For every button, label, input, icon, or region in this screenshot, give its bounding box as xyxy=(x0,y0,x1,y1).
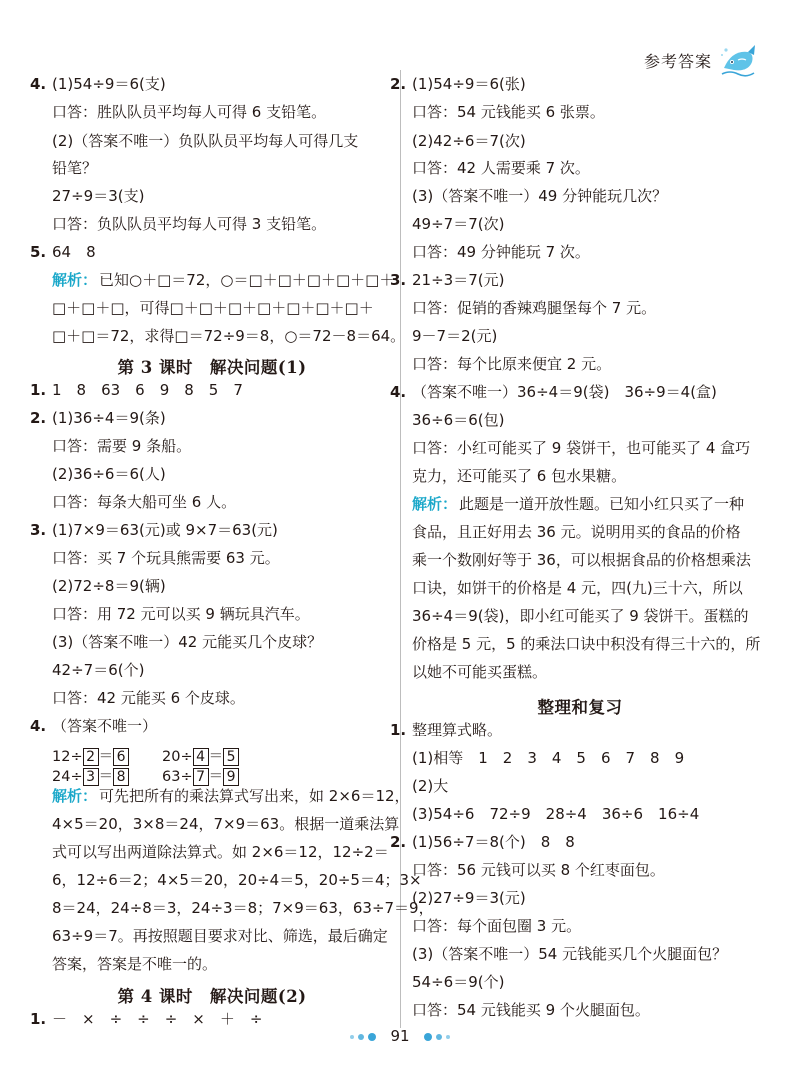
line-text: (2)27÷9＝3(元) xyxy=(412,889,526,907)
line-text: 已知○＋□＝72，○＝□＋□＋□＋□＋□＋ xyxy=(99,271,395,289)
question-number: 2. xyxy=(30,409,47,427)
section-title: 整理和复习 xyxy=(537,698,623,717)
equals-sign: ＝ xyxy=(98,769,114,785)
line-text: 4×5＝20，3×8＝24，7×9＝63。根据一道乘法算 xyxy=(52,815,400,833)
line-text: (1)54÷9＝6(支) xyxy=(52,75,166,93)
answer-line xyxy=(412,997,650,1023)
answer-line xyxy=(412,295,656,321)
question-number: 1. xyxy=(30,1010,47,1028)
line-text: (1)54÷9＝6(张) xyxy=(412,75,526,93)
line-text: (2)大 xyxy=(412,777,449,795)
question-line xyxy=(390,267,505,293)
question-number: 5. xyxy=(30,243,47,261)
line-text: 口答：需要 9 条船。 xyxy=(52,437,192,455)
equation-divisor-box: 2 xyxy=(83,748,99,766)
question-line xyxy=(30,517,278,543)
answer-line xyxy=(412,463,626,489)
equation-quotient-box: 8 xyxy=(113,768,129,786)
line-text: (1)相等 1 2 3 4 5 6 7 8 9 xyxy=(412,749,685,767)
line-text: 49÷7＝7(次) xyxy=(412,215,505,233)
answer-line xyxy=(52,685,245,711)
line-text: 口答：56 元钱可以买 8 个红枣面包。 xyxy=(412,861,665,879)
line-text: 54÷6＝9(个) xyxy=(412,973,505,991)
analysis-label: 解析： xyxy=(412,495,458,513)
equals-sign: ＝ xyxy=(98,749,114,765)
answer-line xyxy=(52,601,310,627)
analysis-line xyxy=(52,267,394,293)
line-text: 口诀，如饼干的价格是 4 元，四(九)三十六，所以 xyxy=(412,579,743,597)
answer-line xyxy=(412,801,699,827)
line-text: (3)（答案不唯一）42 元能买几个皮球？ xyxy=(52,633,323,651)
line-text: 口答：小红可能买了 9 袋饼干，也可能买了 4 盒巧 xyxy=(412,439,751,457)
answer-line xyxy=(52,155,97,181)
answer-line xyxy=(52,573,166,599)
line-text: (1)7×9＝63(元)或 9×7＝63(元) xyxy=(52,521,278,539)
line-text: (3)（答案不唯一）49 分钟能玩几次？ xyxy=(412,187,668,205)
equation-quotient-box: 5 xyxy=(223,748,239,766)
line-text: (2)72÷8＝9(辆) xyxy=(52,577,166,595)
line-text: (3)54÷6 72÷9 28÷4 36÷6 16÷4 xyxy=(412,805,700,823)
answer-line xyxy=(52,433,191,459)
answer-line xyxy=(412,941,727,967)
boxed-equation xyxy=(162,765,239,786)
line-text: 可先把所有的乘法算式写出来，如 2×6＝12， xyxy=(99,787,410,805)
line-text: 铅笔？ xyxy=(52,159,98,177)
answer-line xyxy=(412,407,504,433)
question-line xyxy=(390,379,717,405)
answer-line xyxy=(52,461,166,487)
line-text: (1)56÷7＝8(个) 8 8 xyxy=(412,833,575,851)
equation-quotient-box: 6 xyxy=(113,748,129,766)
answer-line xyxy=(412,239,590,265)
answer-line xyxy=(52,867,422,893)
answer-line xyxy=(412,659,547,685)
line-text: － × ÷ ÷ ÷ × ＋ ÷ xyxy=(52,1010,263,1028)
answer-line xyxy=(412,183,667,209)
answer-line xyxy=(412,519,741,545)
section-title: 第 3 课时 解决问题(1) xyxy=(117,358,307,377)
line-text: 口答：用 72 元可以买 9 辆玩具汽车。 xyxy=(52,605,310,623)
line-text: 整理算式略。 xyxy=(412,721,503,739)
line-text: 口答：胜队队员平均每人可得 6 支铅笔。 xyxy=(52,103,327,121)
equation-dividend: 63÷ xyxy=(162,769,193,785)
line-text: 口答：每个面包圈 3 元。 xyxy=(412,917,582,935)
answer-line xyxy=(52,629,322,655)
line-text: 乘一个数刚好等于 36，可以根据食品的价格想乘法 xyxy=(412,551,751,569)
page-footer xyxy=(0,1027,800,1045)
line-text: 此题是一道开放性题。已知小红只买了一种 xyxy=(459,495,745,513)
answer-line xyxy=(412,745,684,771)
line-text: (2)（答案不唯一）负队队员平均每人可得几支 xyxy=(52,132,359,150)
answer-line xyxy=(412,128,526,154)
question-line xyxy=(390,71,526,97)
question-line xyxy=(390,829,575,855)
line-text: 口答：负队队员平均每人可得 3 支铅笔。 xyxy=(52,215,327,233)
answer-line xyxy=(52,323,405,349)
line-text: 36÷4＝9(袋)，即小红可能买了 9 袋饼干。蛋糕的 xyxy=(412,607,749,625)
answer-line xyxy=(412,435,750,461)
page-header xyxy=(644,40,758,80)
answer-line xyxy=(412,603,749,629)
question-number: 4. xyxy=(30,75,47,93)
question-number: 2. xyxy=(390,833,407,851)
answer-line xyxy=(52,951,217,977)
footer-dot-icon xyxy=(368,1033,376,1041)
answer-line xyxy=(412,351,611,377)
answer-line xyxy=(412,969,504,995)
question-number: 3. xyxy=(390,271,407,289)
answer-line xyxy=(52,811,399,837)
equation-dividend: 20÷ xyxy=(162,749,193,765)
answer-line xyxy=(52,99,326,125)
answer-line xyxy=(52,895,434,921)
line-text: 8＝24，24÷8＝3，24÷3＝8；7×9＝63，63÷7＝9， xyxy=(52,899,434,917)
line-text: 64 8 xyxy=(52,243,96,261)
answer-line xyxy=(412,885,526,911)
question-number: 4. xyxy=(30,717,47,735)
line-text: (3)（答案不唯一）54 元钱能买几个火腿面包？ xyxy=(412,945,728,963)
line-text: 1 8 63 6 9 8 5 7 xyxy=(52,381,243,399)
answer-line xyxy=(412,323,497,349)
question-line xyxy=(30,713,158,739)
boxed-equation xyxy=(52,745,129,766)
line-text: 食品，且正好用去 36 元。说明用买的食品的价格 xyxy=(412,523,741,541)
line-text: 21÷3＝7(元) xyxy=(412,271,505,289)
equation-dividend: 24÷ xyxy=(52,769,83,785)
line-text: （答案不唯一） xyxy=(52,717,158,735)
line-text: 口答：每条大船可坐 6 人。 xyxy=(52,493,237,511)
line-text: 36÷6＝6(包) xyxy=(412,411,505,429)
line-text: 口答：买 7 个玩具熊需要 63 元。 xyxy=(52,549,280,567)
answer-line xyxy=(52,128,358,154)
line-text: 42÷7＝6(个) xyxy=(52,661,145,679)
answer-line xyxy=(52,183,144,209)
equation-quotient-box: 9 xyxy=(223,768,239,786)
question-line xyxy=(30,377,243,403)
equation-divisor-box: 4 xyxy=(193,748,209,766)
line-text: 6，12÷6＝2；4×5＝20，20÷4＝5，20÷5＝4；3× xyxy=(52,871,422,889)
question-number: 4. xyxy=(390,383,407,401)
answer-line xyxy=(52,211,326,237)
line-text: （答案不唯一）36÷4＝9(袋) 36÷9＝4(盒) xyxy=(412,383,717,401)
line-text: 价格是 5 元，5 的乘法口诀中积没有得三十六的，所 xyxy=(412,635,761,653)
equals-sign: ＝ xyxy=(208,749,224,765)
equals-sign: ＝ xyxy=(208,769,224,785)
line-text: 口答：54 元钱能买 6 张票。 xyxy=(412,103,605,121)
line-text: (2)42÷6＝7(次) xyxy=(412,132,526,150)
line-text: 27÷9＝3(支) xyxy=(52,187,145,205)
footer-dot-icon xyxy=(446,1035,450,1039)
footer-dot-icon xyxy=(424,1033,432,1041)
answer-line xyxy=(412,857,665,883)
line-text: 9－7＝2(元) xyxy=(412,327,498,345)
line-text: □＋□＋□，可得□＋□＋□＋□＋□＋□＋□＋ xyxy=(52,299,374,317)
line-text: □＋□＝72，求得□＝72÷9＝8，○＝72－8＝64。 xyxy=(52,327,406,345)
line-text: 克力，还可能买了 6 包水果糖。 xyxy=(412,467,627,485)
line-text: 口答：每个比原来便宜 2 元。 xyxy=(412,355,612,373)
answer-line xyxy=(412,211,504,237)
footer-dot-icon xyxy=(358,1034,364,1040)
line-text: 答案，答案是不唯一的。 xyxy=(52,955,218,973)
header-title: 参考答案 xyxy=(643,51,712,71)
footer-dot-icon xyxy=(350,1035,354,1039)
answer-line xyxy=(52,545,280,571)
equation-divisor-box: 7 xyxy=(193,768,209,786)
answer-line xyxy=(52,489,236,515)
answer-line xyxy=(412,913,581,939)
answer-line xyxy=(52,295,374,321)
question-number: 2. xyxy=(390,75,407,93)
boxed-equation xyxy=(52,765,129,786)
question-line xyxy=(30,71,166,97)
line-text: 口答：49 分钟能玩 7 次。 xyxy=(412,243,590,261)
section-title: 第 4 课时 解决问题(2) xyxy=(117,987,307,1006)
answer-line xyxy=(412,155,590,181)
line-text: (1)36÷4＝9(条) xyxy=(52,409,166,427)
page-number: 91 xyxy=(390,1027,410,1045)
analysis-label: 解析： xyxy=(52,271,98,289)
answer-line xyxy=(412,575,743,601)
equation-divisor-box: 3 xyxy=(83,768,99,786)
line-text: 以她不可能买蛋糕。 xyxy=(412,663,548,681)
answer-line xyxy=(412,99,605,125)
analysis-line xyxy=(412,491,744,517)
footer-dot-icon xyxy=(436,1034,442,1040)
line-text: 口答：42 元能买 6 个皮球。 xyxy=(52,689,245,707)
question-number: 1. xyxy=(30,381,47,399)
line-text: 口答：42 人需要乘 7 次。 xyxy=(412,159,590,177)
answer-line xyxy=(412,773,448,799)
boxed-equation xyxy=(162,745,239,766)
answer-line xyxy=(412,547,751,573)
equation-dividend: 12÷ xyxy=(52,749,83,765)
answer-line xyxy=(52,657,144,683)
answer-line xyxy=(52,923,388,949)
question-line xyxy=(30,405,166,431)
answer-line xyxy=(412,631,760,657)
analysis-line xyxy=(52,783,410,809)
question-number: 3. xyxy=(30,521,47,539)
line-text: 63÷9＝7。再按照题目要求对比、筛选，最后确定 xyxy=(52,927,388,945)
line-text: 口答：促销的香辣鸡腿堡每个 7 元。 xyxy=(412,299,657,317)
line-text: 式可以写出两道除法算式。如 2×6＝12，12÷2＝ xyxy=(52,843,389,861)
analysis-label: 解析： xyxy=(52,787,98,805)
question-number: 1. xyxy=(390,721,407,739)
line-text: (2)36÷6＝6(人) xyxy=(52,465,166,483)
answer-line xyxy=(52,839,389,865)
question-line xyxy=(30,239,96,265)
question-line xyxy=(390,717,503,743)
jumping-fish-icon xyxy=(718,40,758,80)
line-text: 口答：54 元钱能买 9 个火腿面包。 xyxy=(412,1001,650,1019)
